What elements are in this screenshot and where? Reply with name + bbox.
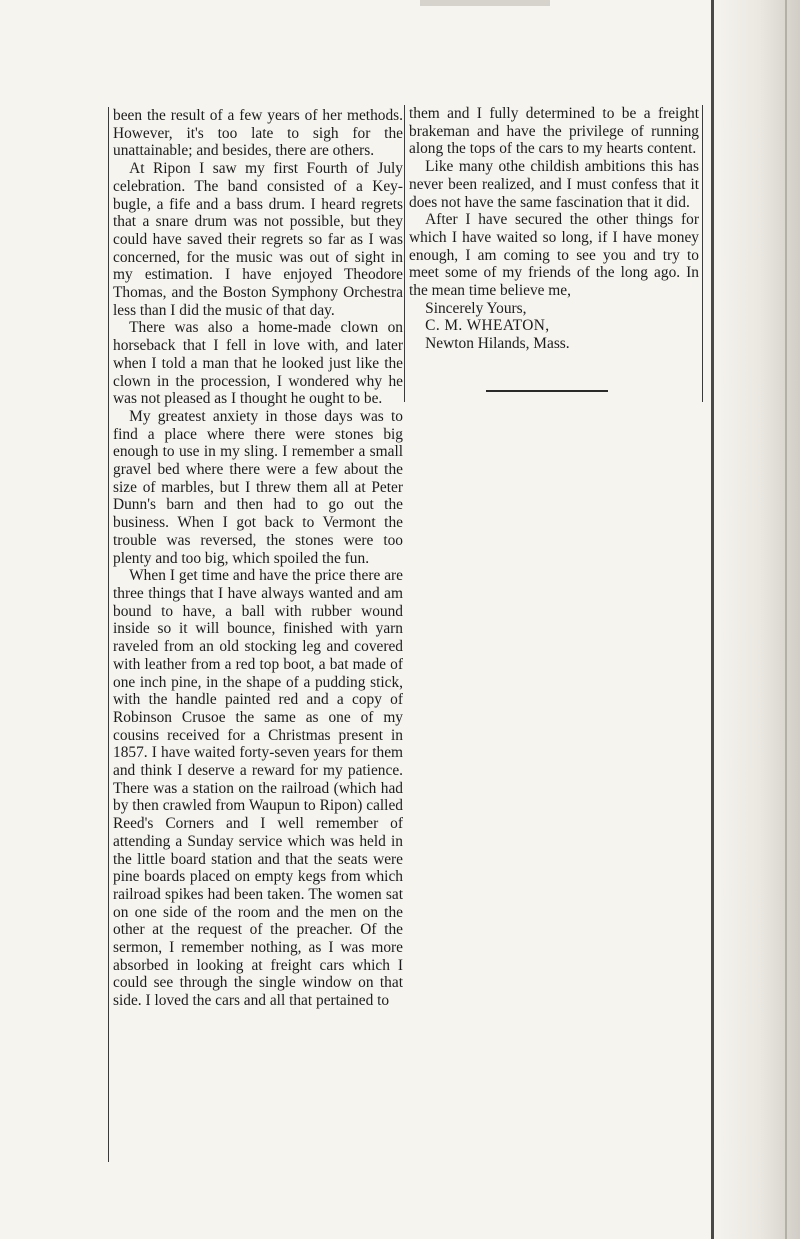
end-of-article-rule (486, 390, 608, 392)
paragraph-fourth-of-july: At Ripon I saw my first Fourth of July celebration. The band consisted of a Key-bugle, a fife and a bass drum. I heard regrets that a snare drum was not possible, but they could have saved their regrets so far as I was concerned, for the music was out of sight in my estimation. I have enjoyed Theodore Thomas, and the Boston Symphony Orchestra less than I did the music of that day. (113, 160, 403, 319)
paragraph-continuation: been the result of a few years of her methods. However, it's too late to sigh for the unattainable; and besides, there are others. (113, 107, 403, 160)
right-text-column (404, 105, 703, 402)
author-signature: C. M. WHEATON, (425, 317, 550, 335)
paragraph-clown: There was also a home-made clown on horseback that I fell in love with, and later when I told a man that he looked just like the clown in the procession, I wondered why he was not pleased as I thought he ought to be. (113, 319, 403, 408)
scan-smudge (420, 0, 550, 6)
left-text-column (108, 107, 403, 1162)
paragraph-sling-stones: My greatest anxiety in those days was to find a place where there were stones big enough to use in my sling. I remember a small gravel bed where there were a few about the size of marbles, but I threw them all at Peter Dunn's barn and then had to go out the business. When I got back to Vermont the trouble was reversed, the stones were too plenty and too big, which spoiled the fun. (113, 407, 403, 567)
paragraph-ambitions: Like many othe childish ambitions this has never been realized, and I must confess that it does not have the same fascination that it did. (409, 158, 699, 211)
page-outer-edge (785, 0, 787, 1239)
paragraph-brakeman: them and I fully determined to be a freight brakeman and have the privilege of running along the tops of the cars to my hearts content. (409, 105, 699, 158)
paragraph-coming-to-see: After I have secured the other things for which I have waited so long, if I have money enough, I am coming to see you and try to meet some of my friends of the long ago. In the mean time believe me, (409, 211, 699, 300)
page-binding-edge (711, 0, 714, 1239)
author-location: Newton Hilands, Mass. (425, 335, 570, 353)
paragraph-three-things: When I get time and have the price there are three things that I have always wanted and am bound to have, a ball with rubber wound inside so it will bounce, finished with yarn raveled from an old stocking leg and covered with leather from a red top boot, a bat made of one inch pine, in the shape of a pudding stick, with the handle painted red and a copy of Robinson Crusoe the same as one of my cousins received for a Christmas present in 1857. I have waited forty-seven years for them and think I deserve a reward for my patience. There was a station on the railroad (which had by then crawled from Waupun to Ripon) called Reed's Corners and I well remember of attending a Sunday service which was held in the little board station and that the seats were pine boards placed on empty kegs from which railroad spikes had been taken. The women sat on one side of the room and the men on the other at the request of the preacher. Of the sermon, I remember nothing, as I was more absorbed in looking at freight cars which I could see through the single window on that side. I loved the cars and all that pertained to (113, 567, 403, 1010)
closing-salutation: Sincerely Yours, (425, 299, 527, 317)
